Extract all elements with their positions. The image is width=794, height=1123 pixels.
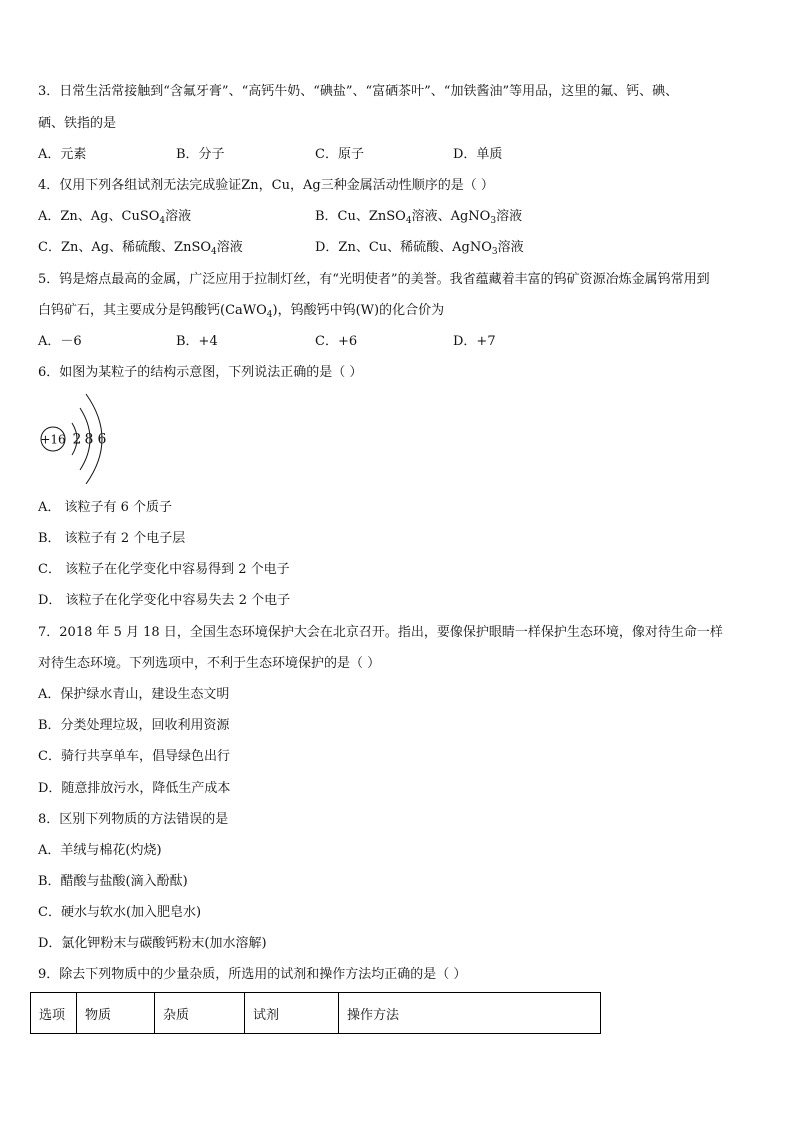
q4-option-b-sub: 4 [405, 216, 412, 226]
q8-option-b: B．醋酸与盐酸(滴入酚酞) [38, 874, 188, 889]
q4-option-c [38, 239, 243, 257]
q8-stem: 8．区别下列物质的方法错误的是 [38, 812, 229, 827]
q5-stem-line2 [38, 302, 444, 320]
q5-option-d: D．+7 [453, 334, 496, 349]
q5-stem-line2-sub: 4 [266, 310, 273, 320]
q6-option-c: C． 该粒子在化学变化中容易得到 2 个电子 [38, 562, 290, 577]
q4-option-b-tail: 溶液 [496, 209, 523, 224]
shell-1-electrons: 2 [72, 431, 82, 448]
table-header-impurity: 杂质 [155, 993, 245, 1034]
q3-stem-line2: 硒、铁指的是 [38, 116, 117, 131]
q4-option-c-text: C．Zn、Ag、稀硫酸、ZnSO [38, 240, 212, 255]
table-header-reagent: 试剂 [245, 993, 339, 1034]
q5-option-a: A．－6 [38, 334, 82, 349]
q4-option-b [315, 208, 522, 226]
q6-stem: 6．如图为某粒子的结构示意图，下列说法正确的是（ ） [38, 365, 363, 380]
q7-option-c: C．骑行共享单车，倡导绿色出行 [38, 749, 230, 764]
atom-structure-diagram [36, 392, 126, 484]
nucleus-charge: +16 [40, 432, 66, 447]
q7-option-a: A．保护绿水青山，建设生态文明 [38, 687, 230, 702]
table-header-option: 选项 [31, 993, 77, 1034]
q5-stem-line1: 5．钨是熔点最高的金属，广泛应用于拉制灯丝，有“光明使者”的美誉。我省蕴藏着丰富的钨矿资源冶炼金属钨常用到 [38, 272, 710, 287]
q4-option-b-sub2: 3 [490, 216, 497, 226]
q4-option-d-text: D．Zn、Cu、稀硫酸、AgNO [315, 240, 492, 255]
q4-option-a-text: A．Zn、Ag、CuSO [38, 209, 160, 224]
shell-2-electrons: 8 [84, 431, 94, 448]
table-header-substance: 物质 [77, 993, 155, 1034]
q4-option-c-sub: 4 [211, 247, 217, 257]
q4-option-d-sub: 3 [491, 247, 498, 257]
q3-option-a: A．元素 [38, 147, 87, 162]
q5-option-c: C．+6 [315, 334, 358, 349]
q4-option-a [38, 208, 191, 226]
q6-option-b: B． 该粒子有 2 个电子层 [38, 531, 186, 546]
q4-option-d-tail: 溶液 [497, 240, 524, 255]
q7-stem-line2: 对待生态环境。下列选项中，不利于生态环境保护的是（ ） [38, 656, 381, 671]
q5-option-b: B．+4 [176, 334, 218, 349]
q4-option-c-tail: 溶液 [216, 240, 243, 255]
table-header-method: 操作方法 [339, 993, 601, 1034]
q8-option-d: D．氯化钾粉末与碳酸钙粉末(加水溶解) [38, 936, 267, 951]
table-header-row [31, 993, 601, 1034]
q6-option-a: A． 该粒子有 6 个质子 [38, 500, 173, 515]
q5-stem-line2-text: 白钨矿石，其主要成分是钨酸钙(CaWO [38, 303, 267, 318]
q5-stem-line2-tail: )，钨酸钙中钨(W)的化合价为 [272, 303, 445, 318]
q4-option-d [315, 239, 524, 257]
q6-option-d: D． 该粒子在化学变化中容易失去 2 个电子 [38, 593, 291, 608]
q4-stem: 4．仅用下列各组试剂无法完成验证Zn，Cu，Ag三种金属活动性顺序的是（ ） [38, 178, 494, 193]
q4-option-b-mid: 溶液、AgNO [411, 209, 491, 224]
q3-option-b: B．分子 [176, 147, 225, 162]
q4-option-b-text: B．Cu、ZnSO [315, 209, 406, 224]
q8-option-c: C．硬水与软水(加入肥皂水) [38, 905, 202, 920]
q9-table [30, 992, 601, 1034]
q3-option-d: D．单质 [453, 147, 503, 162]
q9-stem: 9．除去下列物质中的少量杂质，所选用的试剂和操作方法均正确的是（ ） [38, 967, 467, 982]
q7-option-d: D．随意排放污水，降低生产成本 [38, 781, 231, 796]
q7-stem-line1: 7．2018 年 5 月 18 日，全国生态环境保护大会在北京召开。指出，要像保护眼睛一样保护生态环境，像对待生命一样 [38, 625, 723, 640]
q7-option-b: B．分类处理垃圾，回收利用资源 [38, 718, 230, 733]
q3-stem-line1: 3．日常生活常接触到“含氟牙膏”、“高钙牛奶、“碘盐”、“富硒茶叶”、“加铁酱油”等用品，这里的氟、钙、碘、 [38, 84, 679, 99]
q4-option-a-tail: 溶液 [165, 209, 192, 224]
shell-3-electrons: 6 [97, 431, 107, 448]
q4-option-a-sub: 4 [159, 216, 166, 226]
q8-option-a: A．羊绒与棉花(灼烧) [38, 843, 162, 858]
q3-option-c: C．原子 [315, 147, 364, 162]
